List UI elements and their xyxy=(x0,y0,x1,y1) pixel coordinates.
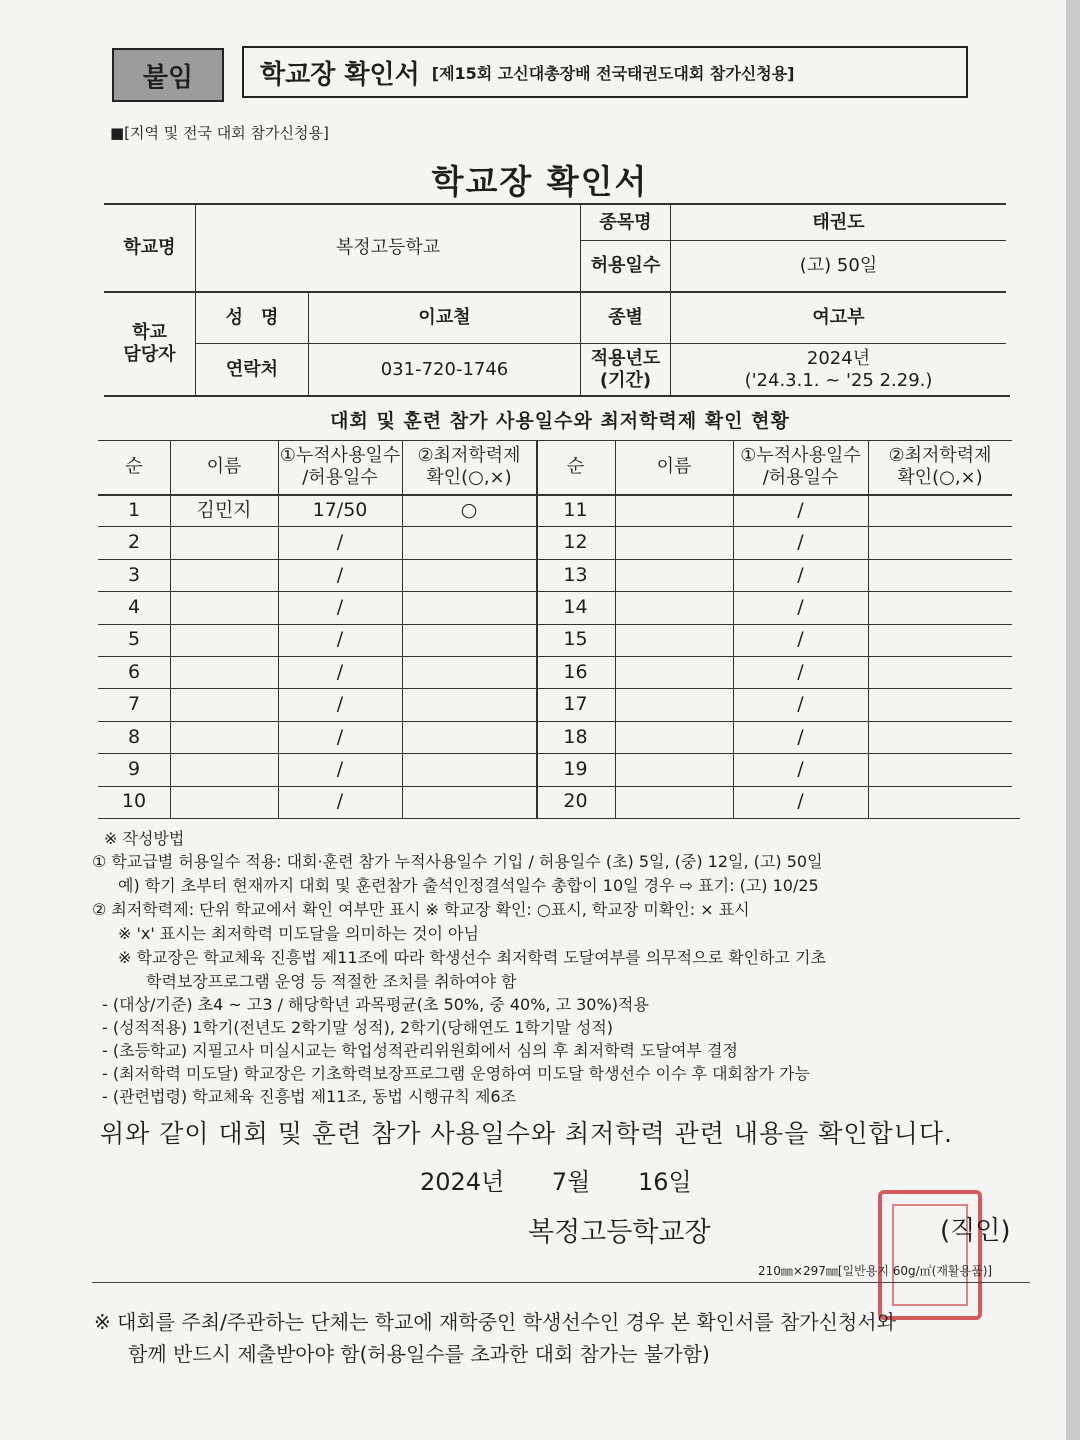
principal-name: 복정고등학교장 xyxy=(528,1217,711,1248)
school-name-value: 복정고등학교 xyxy=(335,237,441,259)
header-title: 학교장 확인서 xyxy=(260,59,420,90)
min-academic-check xyxy=(402,591,536,623)
note-line: - (초등학교) 지필고사 미실시교는 학업성적관리위원회에서 심의 후 최저학력 도달여부 결정 xyxy=(102,1041,738,1060)
background-edge xyxy=(1066,0,1080,1440)
student-name xyxy=(615,656,733,688)
row-number: 1 xyxy=(127,498,141,521)
footer-note-line: ※ 대회를 주최/주관하는 단체는 학교에 재학중인 학생선수인 경우 본 확인서를 참가신청서와 xyxy=(94,1310,896,1334)
manager-label: 학교 담당자 xyxy=(123,322,176,365)
allowed-days-label: 허용일수 xyxy=(590,255,661,277)
paper-spec: 210㎜×297㎜[일반용지 60g/㎡(재활용품)] xyxy=(758,1264,993,1278)
event-label: 종목명 xyxy=(599,211,652,233)
column-header: ①누적사용일수 /허용일수 xyxy=(279,445,401,488)
min-academic-check xyxy=(868,526,1012,558)
student-name xyxy=(170,624,278,656)
row-number: 3 xyxy=(127,563,141,586)
used-days: / xyxy=(797,725,804,748)
student-name xyxy=(170,559,278,591)
min-academic-check xyxy=(402,786,536,818)
document-title: 학교장 확인서 xyxy=(431,162,649,201)
min-academic-check xyxy=(868,786,1012,818)
row-number: 13 xyxy=(563,563,588,586)
min-academic-check xyxy=(402,559,536,591)
min-academic-check xyxy=(402,526,536,558)
used-days: / xyxy=(797,693,804,716)
min-academic-check xyxy=(402,753,536,785)
category-value: 여고부 xyxy=(812,307,865,329)
used-days: / xyxy=(336,693,344,716)
row-number: 7 xyxy=(127,693,141,716)
year-value: 2024년 ('24.3.1. ~ '25 2.29.) xyxy=(744,347,933,391)
student-name xyxy=(170,786,278,818)
row-number: 15 xyxy=(563,628,588,651)
used-days: / xyxy=(797,595,804,618)
row-number: 12 xyxy=(563,531,588,554)
used-days: / xyxy=(336,595,344,618)
student-name xyxy=(170,721,278,753)
note-line: - (대상/기준) 초4 ~ 고3 / 해당학년 과목평균(초 50%, 중 40%, 고 30%)적용 xyxy=(102,995,649,1014)
student-name xyxy=(170,753,278,785)
note-line: - (최저학력 미도달) 학교장은 기초학력보장프로그램 운영하여 미도달 학생선수 이수 후 대회참가 가능 xyxy=(102,1064,810,1083)
date-day: 16일 xyxy=(638,1168,692,1196)
manager-name-value: 이교철 xyxy=(418,307,471,329)
used-days: / xyxy=(797,628,804,651)
confirmation-statement: 위와 같이 대회 및 훈련 참가 사용일수와 최저학력 관련 내용을 확인합니다. xyxy=(100,1119,953,1148)
note-line: ① 학교급별 허용일수 적용: 대회·훈련 참가 누적사용일수 기입 / 허용일수 (초) 5일, (중) 12일, (고) 50일 xyxy=(92,852,823,871)
row-number: 9 xyxy=(127,757,141,780)
issue-date xyxy=(420,1162,692,1197)
row-number: 5 xyxy=(127,628,141,651)
status-title: 대회 및 훈련 참가 사용일수와 최저학력제 확인 현황 xyxy=(330,410,790,432)
used-days: / xyxy=(336,563,344,586)
used-days: / xyxy=(797,531,804,554)
note-line: 예) 학기 초부터 현재까지 대회 및 훈련참가 출석인정결석일수 총합이 10일 경우 ⇨ 표기: (고) 10/25 xyxy=(118,876,819,895)
note-line: ※ 학교장은 학교체육 진흥법 제11조에 따라 학생선수 최저학력 도달여부를 의무적으로 확인하고 기초 xyxy=(118,948,826,967)
used-days: / xyxy=(336,531,344,554)
row-number: 8 xyxy=(127,725,141,748)
student-name: 김민지 xyxy=(196,498,252,521)
row-number: 14 xyxy=(563,595,588,618)
used-days: / xyxy=(797,790,804,813)
column-header: 이름 xyxy=(656,456,692,478)
student-name xyxy=(615,688,733,720)
row-number: 16 xyxy=(563,660,588,683)
column-header: ②최저학력제 확인(○,×) xyxy=(417,445,521,488)
seal-label: (직인) xyxy=(940,1216,1011,1246)
column-header: ②최저학력제 확인(○,×) xyxy=(888,445,992,488)
column-header: ①누적사용일수 /허용일수 xyxy=(740,445,861,488)
used-days: / xyxy=(336,660,344,683)
contact-label: 연락처 xyxy=(225,358,279,380)
student-name xyxy=(615,526,733,558)
student-name xyxy=(170,688,278,720)
row-number: 6 xyxy=(127,660,141,683)
student-name xyxy=(615,494,733,526)
allowed-days-value: (고) 50일 xyxy=(799,255,878,277)
row-number: 10 xyxy=(121,790,147,813)
student-name xyxy=(615,786,733,818)
footer-divider xyxy=(92,1282,1030,1283)
row-number: 4 xyxy=(127,595,141,618)
row-number: 19 xyxy=(563,757,588,780)
school-name-label: 학교명 xyxy=(123,237,176,259)
category-label: 종별 xyxy=(608,307,643,329)
used-days: / xyxy=(797,660,804,683)
min-academic-check xyxy=(868,721,1012,753)
min-academic-check xyxy=(868,688,1012,720)
column-header: 순 xyxy=(566,456,585,478)
header-subtitle: [제15회 고신대총장배 전국태권도대회 참가신청용] xyxy=(431,63,795,83)
row-number: 11 xyxy=(563,498,588,521)
used-days: / xyxy=(336,757,344,780)
used-days: / xyxy=(797,757,804,780)
min-academic-check xyxy=(868,753,1012,785)
footer-note-line: 함께 반드시 제출받아야 함(허용일수를 초과한 대회 참가는 불가함) xyxy=(128,1342,710,1366)
note-line: ② 최저학력제: 단위 학교에서 확인 여부만 표시 ※ 학교장 확인: ○표시, 학교장 미확인: × 표시 xyxy=(92,900,750,919)
min-academic-check: ○ xyxy=(460,498,478,521)
min-academic-check xyxy=(402,624,536,656)
used-days: / xyxy=(797,563,804,586)
min-academic-check xyxy=(868,591,1012,623)
used-days: 17/50 xyxy=(312,498,368,521)
contact-value: 031-720-1746 xyxy=(380,358,509,380)
min-academic-check xyxy=(868,624,1012,656)
column-header: 순 xyxy=(125,456,143,478)
min-academic-check xyxy=(868,656,1012,688)
row-number: 20 xyxy=(563,790,588,813)
column-header: 이름 xyxy=(206,456,242,478)
used-days: / xyxy=(336,725,344,748)
student-name xyxy=(170,656,278,688)
min-academic-check xyxy=(402,688,536,720)
note-line: - (관련법령) 학교체육 진흥법 제11조, 동법 시행규칙 제6조 xyxy=(102,1087,517,1106)
min-academic-check xyxy=(868,559,1012,591)
min-academic-check xyxy=(868,494,1012,526)
min-academic-check xyxy=(402,721,536,753)
note-line: - (성적적용) 1학기(전년도 2학기말 성적), 2학기(당해연도 1학기말 성적) xyxy=(102,1018,614,1037)
table-rule xyxy=(98,818,1020,819)
date-year: 2024년 xyxy=(420,1168,505,1196)
note-heading: ※ 작성방법 xyxy=(104,829,185,848)
manager-name-label: 성 명 xyxy=(225,307,279,329)
note-line: 학력보장프로그램 운영 등 적절한 조치를 취하여야 함 xyxy=(146,972,517,991)
used-days: / xyxy=(336,790,344,813)
student-name xyxy=(170,526,278,558)
row-number: 2 xyxy=(127,531,141,554)
row-number: 17 xyxy=(563,693,588,716)
row-number: 18 xyxy=(563,725,588,748)
attachment-label: 붙임 xyxy=(112,48,224,102)
header-box xyxy=(242,46,968,98)
student-name xyxy=(615,591,733,623)
event-value: 태권도 xyxy=(812,211,865,233)
used-days: / xyxy=(797,498,804,521)
section-tag: ■[지역 및 전국 대회 참가신청용] xyxy=(110,124,329,142)
note-line: ※ 'x' 표시는 최저학력 미도달을 의미하는 것이 아님 xyxy=(118,924,479,943)
student-name xyxy=(615,721,733,753)
min-academic-check xyxy=(402,656,536,688)
student-name xyxy=(170,591,278,623)
date-month: 7월 xyxy=(551,1168,591,1196)
used-days: / xyxy=(336,628,344,651)
student-name xyxy=(615,753,733,785)
year-label: 적용년도 (기간) xyxy=(590,347,661,391)
student-name xyxy=(615,624,733,656)
student-name xyxy=(615,559,733,591)
footer-note xyxy=(94,1306,896,1370)
